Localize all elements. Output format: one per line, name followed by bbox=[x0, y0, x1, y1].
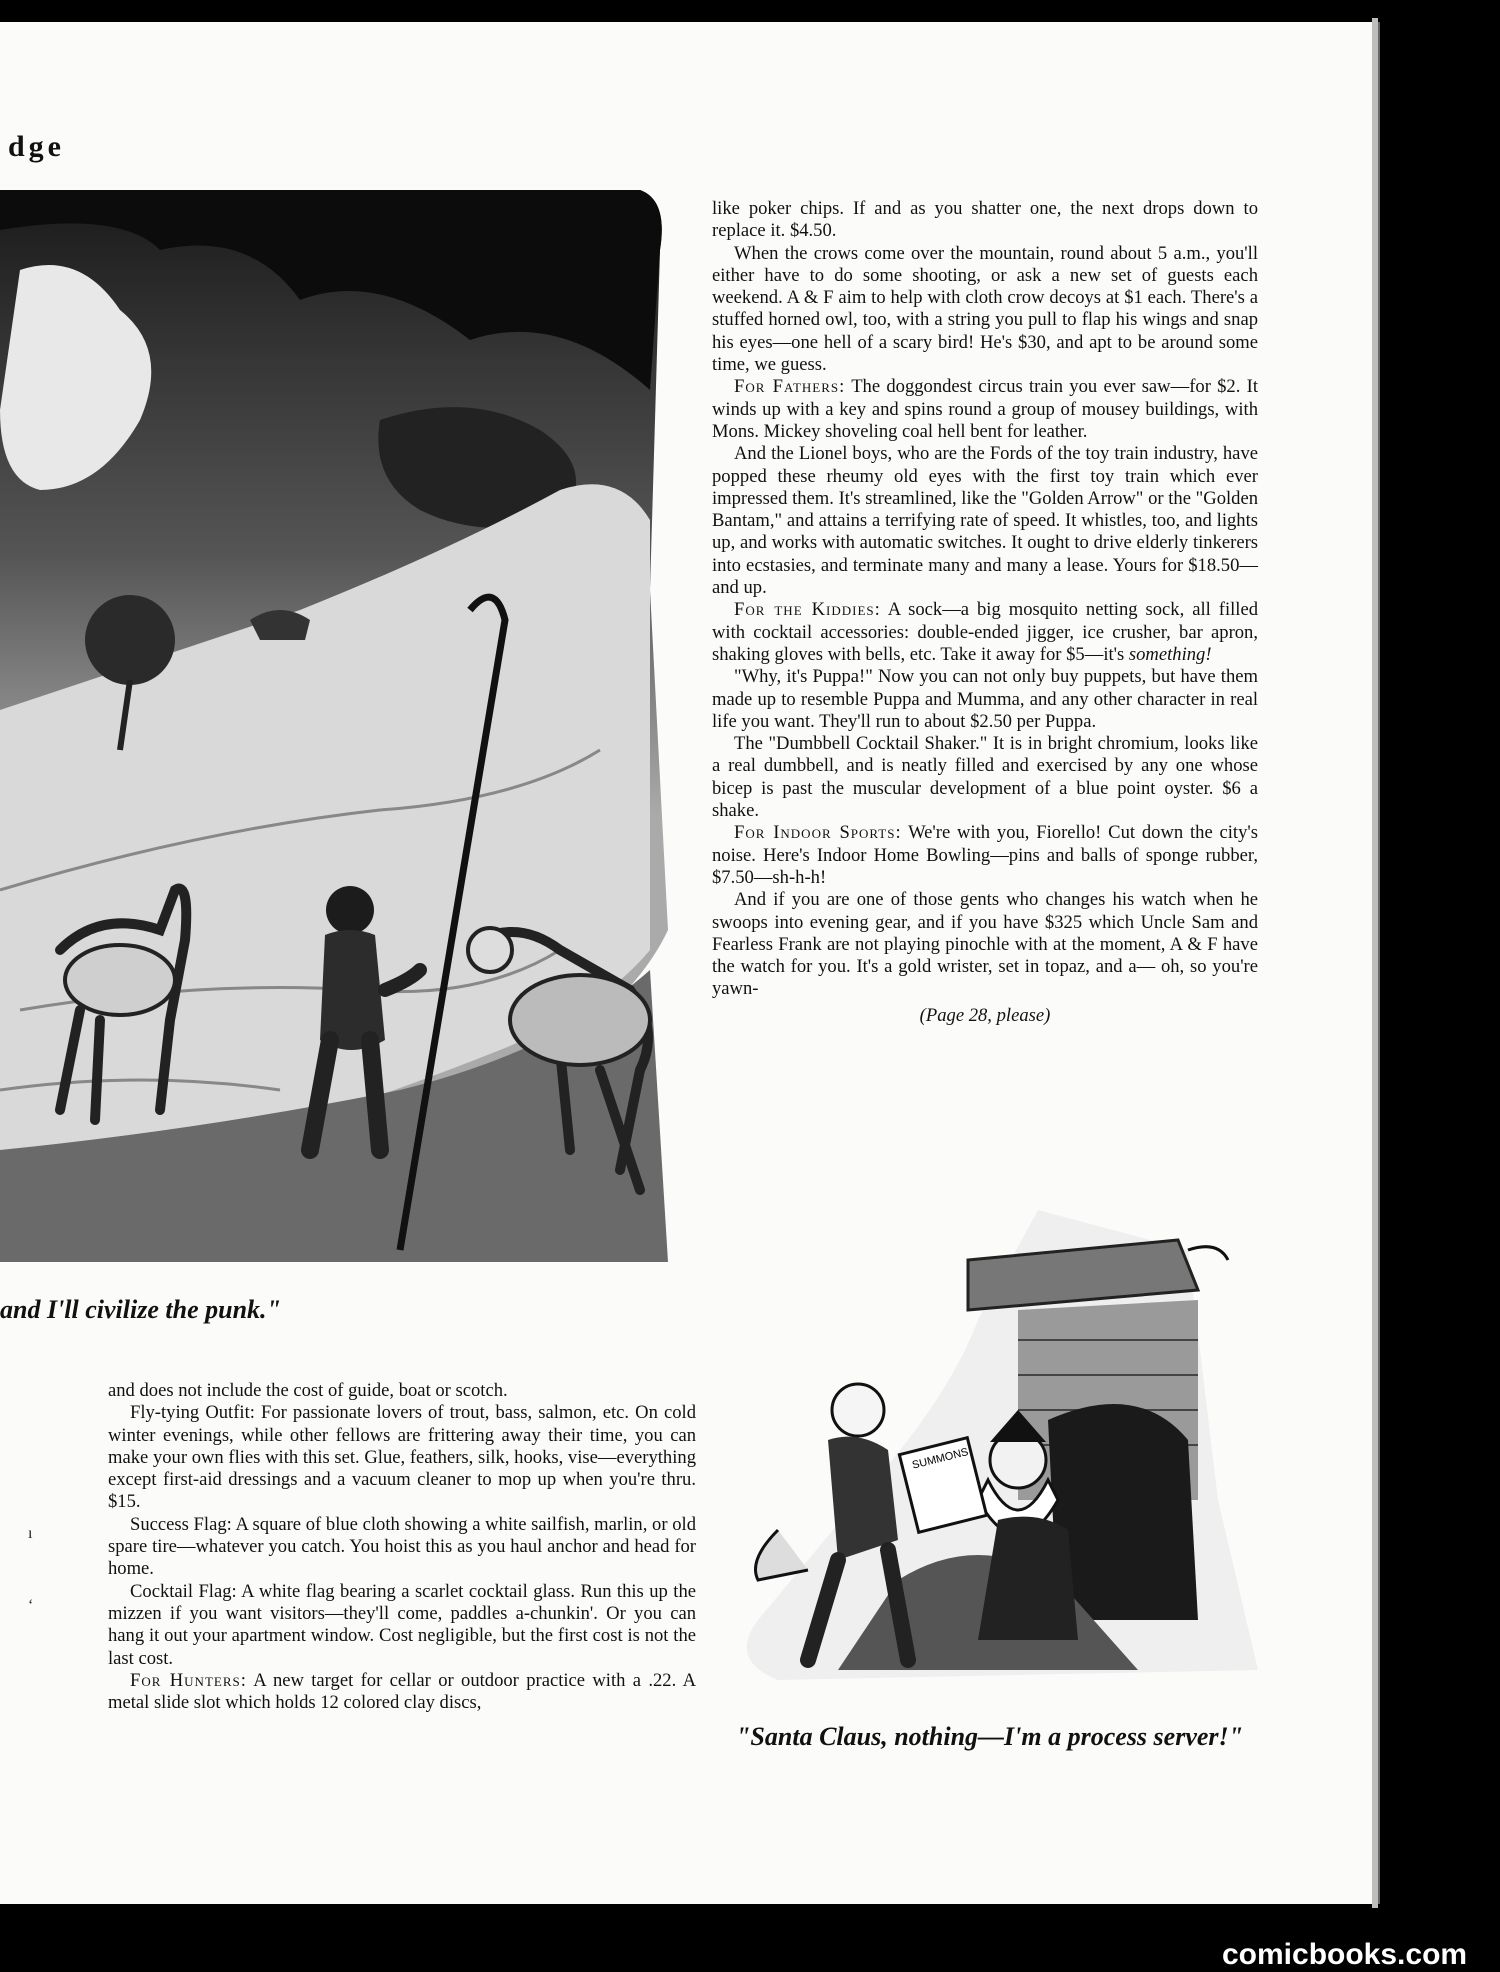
goat-illustration-caption: and I'll civilize the punk." bbox=[0, 1295, 281, 1324]
left-paragraph: and does not include the cost of guide, boat or scotch. bbox=[108, 1380, 508, 1401]
left-column-text bbox=[108, 1380, 696, 1714]
continued-notice: (Page 28, please) bbox=[919, 1004, 1051, 1026]
right-paragraph: For Fathers: The doggondest circus train you ever saw—for $2. It winds up with a key and spins round a group of mousey buildings, with Mons. Mickey shoveling coal hell bent for leather. bbox=[712, 376, 1258, 442]
margin-mark: ı bbox=[28, 1525, 33, 1542]
page-spine-shadow bbox=[1378, 22, 1380, 1904]
summons-paper-text: SUMMONS bbox=[911, 1446, 970, 1472]
right-paragraph: "Why, it's Puppa!" Now you can not only buy puppets, but have them made up to resemble Puppa and Mumma, and any other character in real life you want. They'll run to about $2.50 per Puppa. bbox=[712, 666, 1258, 732]
right-paragraph: And the Lionel boys, who are the Fords of the toy train industry, have popped these rheumy old eyes with the first toy train which ever impressed them. It's streamlined, like the "Golden Arrow" or the "Golden Bantam," and attains a terrifying rate of speed. It whistles, too, and lights up, and works with automatic switches. It ought to drive elderly tinkerers into ecstasies, and terminate many and many a lease. Yours for $18.50—and up. bbox=[712, 443, 1258, 599]
header-fragment: dge bbox=[8, 130, 65, 163]
santa-cartoon-caption: "Santa Claus, nothing—I'm a process server!" bbox=[736, 1722, 1244, 1751]
right-paragraph: The "Dumbbell Cocktail Shaker." It is in bright chromium, looks like a real dumbbell, and is neatly filled and exercised by any one whose bicep is past the muscular development of a blue point oyster. $6 a shake. bbox=[712, 733, 1258, 822]
left-paragraph: Success Flag: A square of blue cloth showing a white sailfish, marlin, or old spare tire—whatever you catch. You hoist this as you haul anchor and head for home. bbox=[108, 1513, 696, 1580]
right-paragraph: like poker chips. If and as you shatter one, the next drops down to replace it. $4.50. bbox=[712, 198, 1258, 242]
right-column-text bbox=[712, 198, 1258, 1027]
site-watermark: comicbooks.com bbox=[1222, 1938, 1468, 1971]
right-paragraph: When the crows come over the mountain, round about 5 a.m., you'll either have to do some shooting, or ask a new set of guests each weekend. A & F aim to help with cloth crow decoys at $1 each. There's a stuffed horned owl, too, with a string you pull to flap his wings and snap his eyes—one hell of a scary bird! He's $30, and apt to be around some time, we guess. bbox=[712, 242, 1258, 376]
margin-mark: ‘ bbox=[28, 1597, 34, 1614]
goat-herder-illustration bbox=[0, 190, 668, 1262]
right-paragraph: For Indoor Sports: We're with you, Fiorello! Cut down the city's noise. Here's Indoor Home Bowling—pins and balls of sponge rubber, $7.50—sh-h-h! bbox=[712, 822, 1258, 888]
right-paragraph: And if you are one of those gents who changes his watch when he swoops into evening gear, and if you have $325 which Uncle Sam and Fearless Frank are not playing pinochle with at the moment, A & F have the watch for you. It's a gold wrister, set in topaz, and a— oh, so you're yawn- bbox=[712, 889, 1258, 1000]
left-paragraph: Fly-tying Outfit: For passionate lovers of trout, bass, salmon, etc. On cold winter evenings, while other fellows are frittering away their time, you can make your own flies with this set. Glue, feathers, silk, hooks, vise—everything except first-aid dressings and a vacuum cleaner to mop up when you're thru. $15. bbox=[108, 1402, 696, 1513]
santa-cartoon-illustration bbox=[718, 1200, 1274, 1700]
left-paragraph: For Hunters: A new target for cellar or outdoor practice with a .22. A metal slide slot which holds 12 colored clay discs, bbox=[108, 1669, 696, 1714]
right-paragraph: For the Kiddies: A sock—a big mosquito netting sock, all filled with cocktail accessories: double-ended jigger, ice crusher, bar apron, shaking gloves with bells, etc. Take it away for $5—it's something! bbox=[712, 599, 1259, 665]
left-paragraph: Cocktail Flag: A white flag bearing a scarlet cocktail glass. Run this up the mizzen if you want visitors—they'll come, paddles a-chunkin'. Or you can hang it out your apartment window. Cost negligible, but the first cost is not the last cost. bbox=[108, 1580, 696, 1669]
